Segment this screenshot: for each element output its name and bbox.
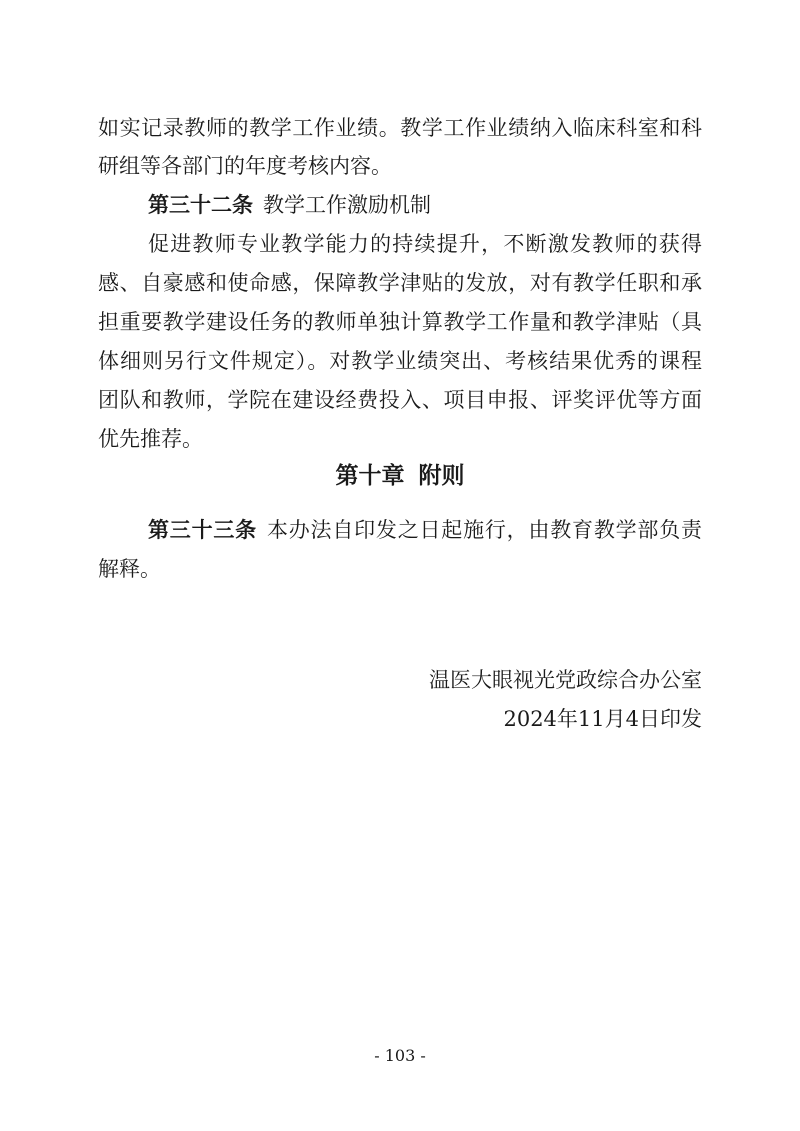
article-33-text: 本办法自印发之日起施行，由教育教学部负责 [266,518,702,542]
article-32-heading-line [148,187,702,223]
article-33-line [148,512,702,548]
page-number: - 103 - [374,1046,426,1065]
issue-date: 2024年11月4日印发 [503,707,702,731]
chapter-heading [0,458,800,494]
issuing-office: 温医大眼视光党政综合办公室 [429,668,702,692]
article-32-text-line: 团队和教师，学院在建设经费投入、项目申报、评奖评优等方面 [98,388,702,412]
article-32-text-line: 促进教师专业教学能力的持续提升，不断激发教师的获得 [148,232,702,256]
chapter-number: 第十章 [335,463,405,489]
article-32-text-line: 感、自豪感和使命感，保障教学津贴的发放，对有教学任职和承 [98,271,702,295]
body-text-line: 如实记录教师的教学工作业绩。教学工作业绩纳入临床科室和科 [98,116,702,140]
article-32-title: 第三十二条 [148,192,253,217]
article-32-heading: 教学工作激励机制 [263,193,431,217]
article-33-text-line: 解释。 [98,557,161,581]
body-text-line: 研组等各部门的年度考核内容。 [98,154,392,178]
article-33-title: 第三十三条 [148,517,257,542]
article-32-text-line: 担重要教学建设任务的教师单独计算教学工作量和教学津贴（具 [98,310,702,334]
chapter-title: 附则 [418,463,465,489]
article-32-text-line: 体细则另行文件规定）。对教学业绩突出、考核结果优秀的课程 [98,349,702,373]
article-32-text-line: 优先推荐。 [98,427,203,451]
